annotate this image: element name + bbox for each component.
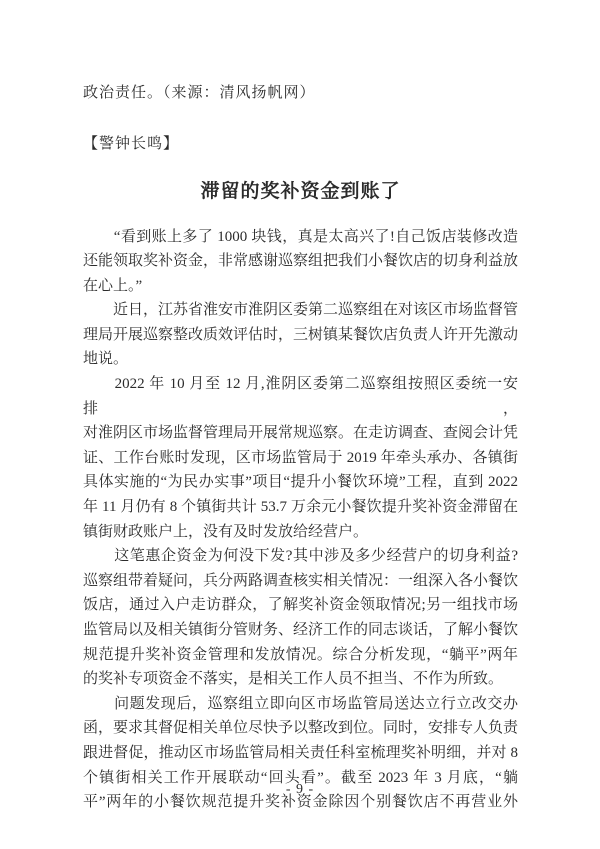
text-line: 平”两年的小餐饮规范提升奖补资金除因个别餐饮店不再营业外 (83, 794, 518, 811)
text-line: 证、工作台账时发现，区市场监管局于 2019 年牵头承办、各镇街 (83, 449, 518, 466)
text-line: 年 11 月仍有 8 个镇街共计 53.7 万余元小餐饮提升奖补资金滞留在 (83, 499, 518, 516)
continued-paragraph-line: 政治责任。（来源：清风扬帆网） (83, 85, 316, 101)
article-body (83, 225, 518, 815)
text-line: 在心上。” (83, 277, 143, 294)
section-header: 【警钟长鸣】 (83, 135, 180, 152)
text-line: 跟进督促，推动区市场监管局相关责任科室梳理奖补明细，并对 8 (83, 744, 518, 761)
text-line: 个镇街相关工作开展联动“回头看”。截至 2023 年 3 月底，“躺 (83, 769, 518, 786)
paragraph (83, 544, 518, 692)
text-line: 近日，江苏省淮安市淮阴区委第二巡察组在对该区市场监督管 (83, 302, 519, 319)
text-line: 巡察组带着疑问，兵分两路调查核实相关情况：一组深入各小餐饮 (83, 572, 519, 589)
article-title: 滞留的奖补资金到账了 (200, 180, 401, 202)
paragraph (83, 225, 518, 299)
text-line: 监管局以及相关镇街分管财务、经济工作的同志谈话，了解小餐饮 (83, 622, 519, 638)
text-line: 地说。 (83, 351, 129, 368)
text-line: 还能领取奖补资金，非常感谢巡察组把我们小餐饮店的切身利益放 (83, 253, 519, 270)
text-line: 问题发现后，巡察组立即向区市场监管局送达立行立改交办 (83, 695, 518, 712)
text-line: 这笔惠企资金为何没下发?其中涉及多少经营户的切身利益? (83, 548, 518, 565)
paragraph (83, 372, 518, 544)
text-line: 函，要求其督促相关单位尽快予以整改到位。同时，安排专人负责 (83, 720, 519, 737)
text-line: 的奖补专项资金不落实，是相关工作人员不担当、不作为所致。 (83, 671, 504, 688)
page-number: - 9 - (285, 782, 315, 797)
paragraph (83, 298, 518, 372)
text-line: 2022 年 10 月至 12 月,淮阴区委第二巡察组按照区委统一安排， (83, 376, 518, 417)
text-line: 理局开展巡察整改质效评估时，三树镇某餐饮店负责人许开先激动 (83, 326, 519, 343)
text-line: 镇街财政账户上，没有及时发放给经营户。 (83, 523, 369, 540)
text-line: 对淮阴区市场监督管理局开展常规巡察。在走访调查、查阅会计凭 (83, 425, 519, 442)
text-line: 饭店，通过入户走访群众，了解奖补资金领取情况;另一组找市场 (83, 597, 518, 614)
text-line: 规范提升奖补资金管理和发放情况。综合分析发现，“躺平”两年 (83, 646, 518, 663)
text-line: “看到账上多了 1000 块钱，真是太高兴了!自己饭店装修改造 (83, 228, 518, 245)
text-line: 具体实施的“为民办实事”项目“提升小餐饮环境”工程，直到 2022 (83, 474, 518, 491)
